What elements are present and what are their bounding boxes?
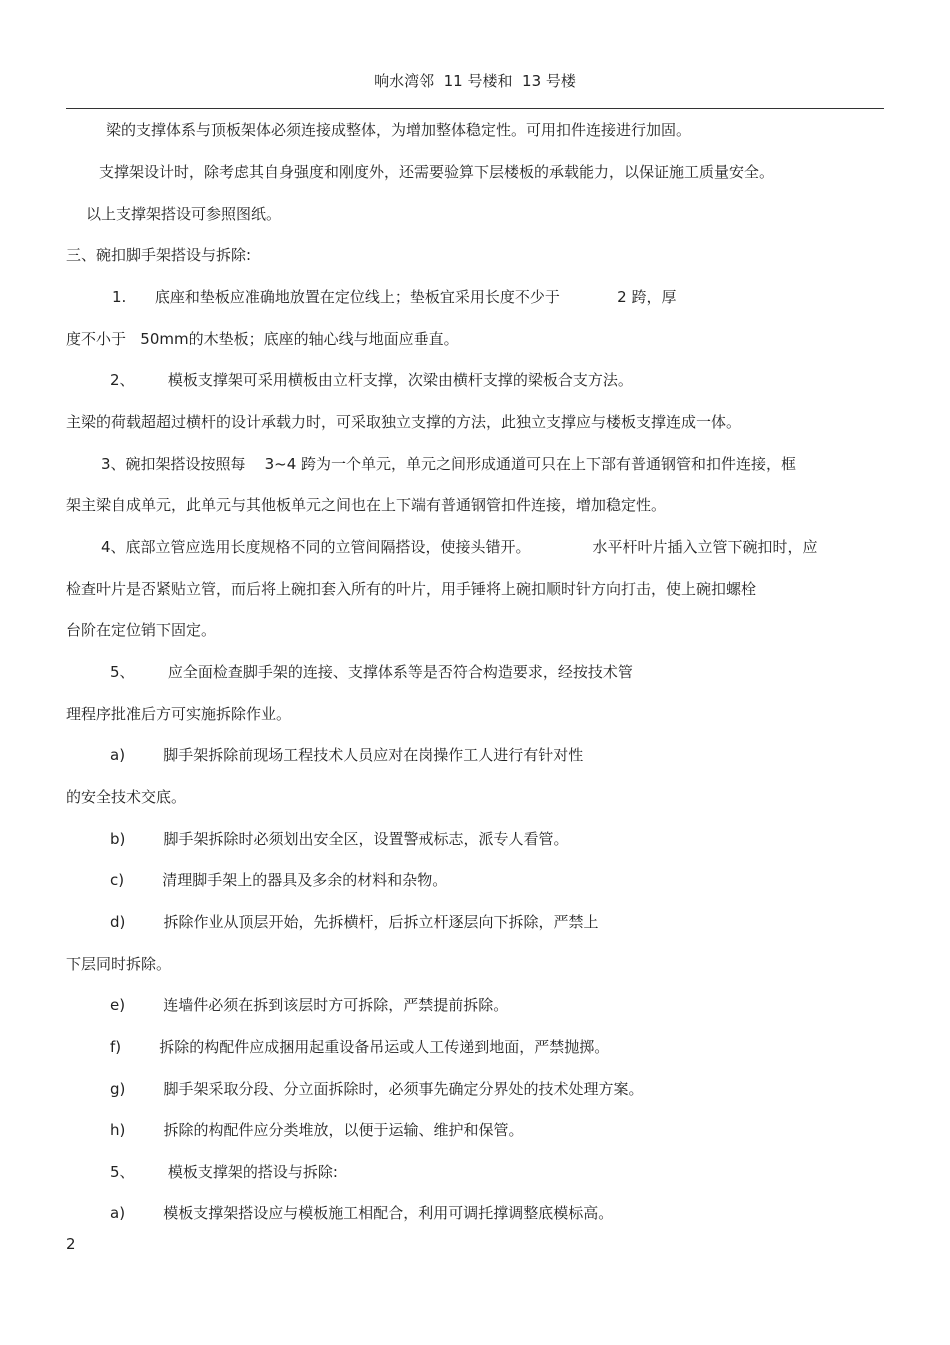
body-line: 1. 底座和垫板应准确地放置在定位线上；垫板宜采用长度不少于 2 跨，厚: [112, 288, 677, 306]
list-item: b) 脚手架拆除时必须划出安全区，设置警戒标志，派专人看管。: [110, 830, 569, 848]
body-line: 架主梁自成单元，此单元与其他板单元之间也在上下端有普通钢管扣件连接，增加稳定性。: [66, 496, 667, 514]
page-header-title: 响水湾邻 11 号楼和 13 号楼: [374, 72, 576, 90]
list-item: a) 脚手架拆除前现场工程技术人员应对在岗操作工人进行有针对性: [110, 746, 584, 764]
body-line: 4、底部立管应选用长度规格不同的立管间隔搭设，使接头错开。 水平杆叶片插入立管下碗扣时，应: [101, 538, 818, 556]
body-line: 2、 模板支撑架可采用横板由立杆支撑，次梁由横杆支撑的梁板合支方法。: [110, 371, 633, 389]
list-item: e) 连墙件必须在拆到该层时方可拆除，严禁提前拆除。: [110, 996, 509, 1014]
body-line: 下层同时拆除。: [66, 955, 172, 973]
list-item: h) 拆除的构配件应分类堆放，以便于运输、维护和保管。: [110, 1121, 524, 1139]
body-line: 主梁的荷载超超过横杆的设计承载力时，可采取独立支撑的方法，此独立支撑应与楼板支撑连成一体。: [66, 413, 742, 431]
list-item: f) 拆除的构配件应成捆用起重设备吊运或人工传递到地面，严禁抛掷。: [110, 1038, 610, 1056]
body-line: 度不小于 50mm的木垫板；底座的轴心线与地面应垂直。: [66, 330, 459, 348]
body-line: 台阶在定位销下固定。: [66, 621, 217, 639]
body-line: 以上支撑架搭设可参照图纸。: [86, 205, 282, 223]
body-line: 支撑架设计时，除考虑其自身强度和刚度外，还需要验算下层楼板的承载能力，以保证施工质量安全。: [99, 163, 775, 181]
section-heading: 三、碗扣脚手架搭设与拆除:: [66, 246, 252, 264]
body-line: 5、 模板支撑架的搭设与拆除:: [110, 1163, 338, 1181]
list-item: g) 脚手架采取分段、分立面拆除时，必须事先确定分界处的技术处理方案。: [110, 1080, 644, 1098]
body-line: 的安全技术交底。: [66, 788, 187, 806]
page-number: 2: [66, 1235, 76, 1253]
body-line: 检查叶片是否紧贴立管，而后将上碗扣套入所有的叶片，用手锤将上碗扣顺时针方向打击，使上碗扣螺栓: [66, 580, 757, 598]
header-rule: [66, 108, 884, 109]
list-item: d) 拆除作业从顶层开始，先拆横杆，后拆立杆逐层向下拆除，严禁上: [110, 913, 599, 931]
body-line: 梁的支撑体系与顶板架体必须连接成整体，为增加整体稳定性。可用扣件连接进行加固。: [106, 121, 692, 139]
body-line: 3、碗扣架搭设按照每 3~4 跨为一个单元，单元之间形成通道可只在上下部有普通钢管和扣件连接，框: [101, 455, 797, 473]
list-item: c) 清理脚手架上的器具及多余的材料和杂物。: [110, 871, 448, 889]
list-item: a) 模板支撑架搭设应与模板施工相配合，利用可调托撑调整底模标高。: [110, 1204, 614, 1222]
body-line: 理程序批准后方可实施拆除作业。: [66, 705, 292, 723]
body-line: 5、 应全面检查脚手架的连接、支撑体系等是否符合构造要求，经按技术管: [110, 663, 633, 681]
